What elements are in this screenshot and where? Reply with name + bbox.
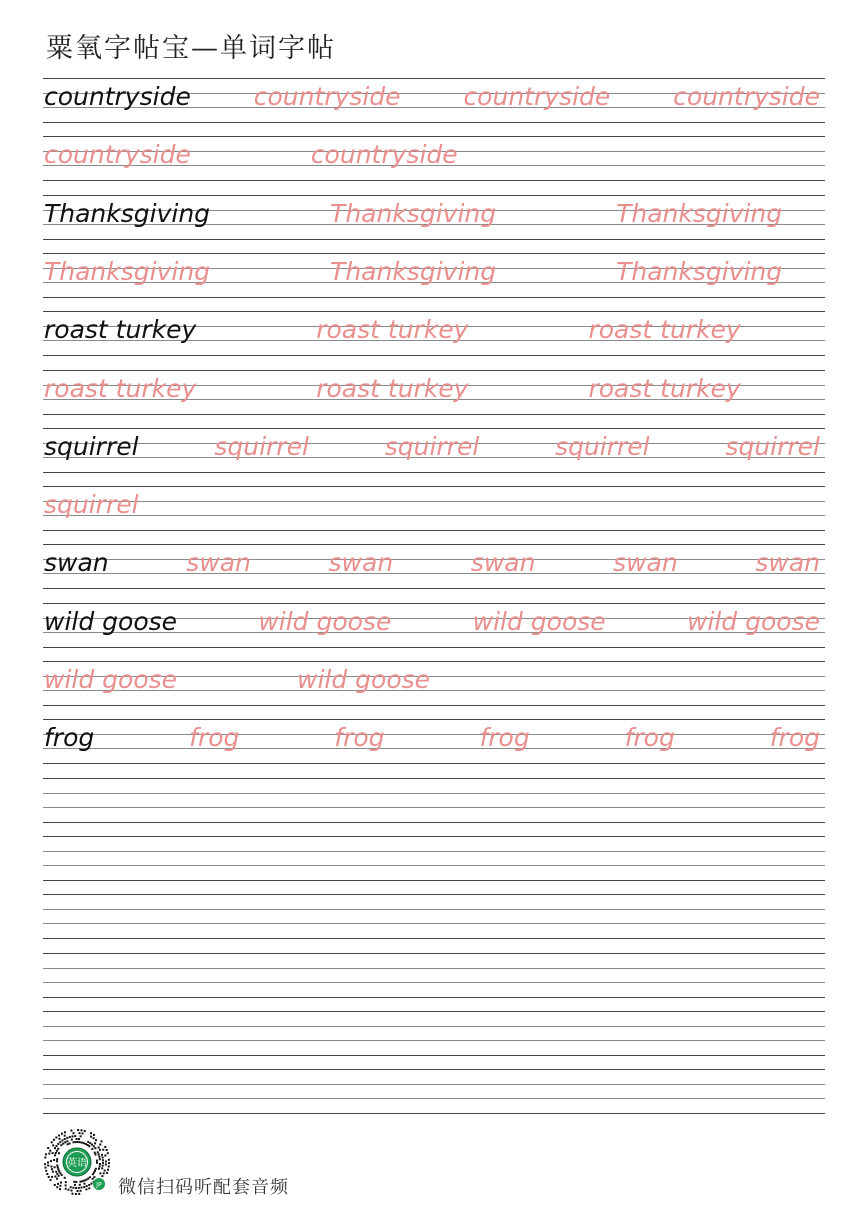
ruling-line bbox=[43, 297, 825, 298]
ruling-line bbox=[43, 705, 825, 706]
badge-label: 英语 bbox=[67, 1158, 87, 1169]
ruling-line bbox=[43, 1011, 825, 1012]
page-title: 粟氧字帖宝—单词字帖 bbox=[46, 33, 336, 64]
qr-code-icon bbox=[42, 1127, 112, 1197]
trace-word: roast turkey bbox=[44, 373, 197, 403]
trace-word: countryside bbox=[44, 140, 191, 170]
ruling-line bbox=[43, 748, 825, 749]
ruling-line bbox=[43, 647, 825, 648]
ruling-line bbox=[43, 573, 825, 574]
ruling-line bbox=[43, 253, 825, 254]
ruling-line bbox=[43, 822, 825, 823]
trace-word: countryside bbox=[253, 82, 401, 111]
ruling-line bbox=[43, 78, 825, 79]
ruling-line bbox=[43, 486, 825, 487]
ruling-line bbox=[43, 122, 825, 123]
ruling-line bbox=[43, 763, 825, 764]
model-word: squirrel bbox=[44, 431, 139, 461]
trace-word: roast turkey bbox=[588, 315, 741, 345]
trace-word: Thanksgiving bbox=[616, 256, 783, 286]
trace-word: Thanksgiving bbox=[330, 256, 497, 286]
ruling-line bbox=[43, 968, 825, 969]
trace-word: squirrel bbox=[44, 490, 139, 520]
ruling-line bbox=[43, 793, 825, 794]
ruling-line bbox=[43, 588, 825, 589]
trace-word: swan bbox=[613, 548, 678, 578]
model-word: countryside bbox=[44, 82, 191, 111]
ruling-line bbox=[43, 982, 825, 983]
ruling-line bbox=[43, 603, 825, 604]
ruling-line bbox=[43, 894, 825, 895]
ruling-line bbox=[43, 734, 825, 735]
ruling-line bbox=[43, 515, 825, 516]
trace-word: Thanksgiving bbox=[616, 198, 783, 228]
ruling-line bbox=[43, 370, 825, 371]
trace-word: swan bbox=[470, 548, 536, 578]
ruling-line bbox=[43, 1113, 825, 1114]
ruling-line bbox=[43, 851, 825, 852]
ruling-line bbox=[43, 1040, 825, 1041]
ruling-line bbox=[43, 865, 825, 866]
ruling-line bbox=[43, 778, 825, 779]
trace-word: roast turkey bbox=[588, 373, 741, 403]
ruling-line bbox=[43, 836, 825, 837]
ruling-line bbox=[43, 414, 825, 415]
corner-badge-label: JP bbox=[96, 1181, 102, 1189]
ruling-line bbox=[43, 472, 825, 473]
scan-instruction: 微信扫码听配套音频 bbox=[118, 1177, 289, 1198]
ruling-line bbox=[43, 355, 825, 356]
ruling-line bbox=[43, 923, 825, 924]
ruling-line bbox=[43, 239, 825, 240]
ruling-line bbox=[43, 311, 825, 312]
trace-word: Thanksgiving bbox=[44, 256, 211, 286]
model-word: swan bbox=[44, 548, 109, 578]
ruling-line bbox=[43, 559, 825, 560]
ruling-line bbox=[43, 719, 825, 720]
ruling-line bbox=[43, 544, 825, 545]
trace-word: squirrel bbox=[214, 431, 309, 461]
trace-word: roast turkey bbox=[316, 373, 469, 403]
trace-word: swan bbox=[755, 548, 820, 578]
trace-word: frog bbox=[769, 723, 820, 753]
trace-word: wild goose bbox=[686, 606, 820, 636]
ruling-line bbox=[43, 880, 825, 881]
trace-word: frog bbox=[189, 723, 240, 753]
trace-word: Thanksgiving bbox=[330, 198, 497, 228]
trace-word: squirrel bbox=[725, 431, 820, 461]
trace-word: frog bbox=[479, 723, 530, 753]
trace-word: countryside bbox=[673, 82, 820, 111]
ruling-line bbox=[43, 136, 825, 137]
trace-word: countryside bbox=[310, 140, 458, 170]
trace-word: swan bbox=[186, 548, 251, 578]
trace-word: countryside bbox=[463, 82, 611, 111]
trace-word: wild goose bbox=[472, 606, 606, 636]
trace-word: wild goose bbox=[44, 665, 178, 694]
ruling-line bbox=[43, 997, 825, 998]
ruling-line bbox=[43, 938, 825, 939]
ruling-line bbox=[43, 1098, 825, 1099]
ruling-line bbox=[43, 953, 825, 954]
ruling-line bbox=[43, 501, 825, 502]
trace-word: frog bbox=[334, 723, 385, 753]
ruling-line bbox=[43, 1069, 825, 1070]
ruling-line bbox=[43, 180, 825, 181]
ruling-line bbox=[43, 1055, 825, 1056]
trace-word: squirrel bbox=[384, 431, 480, 461]
ruling-line bbox=[43, 195, 825, 196]
trace-word: roast turkey bbox=[316, 315, 469, 345]
ruling-line bbox=[43, 1084, 825, 1085]
ruling-line bbox=[43, 909, 825, 910]
model-word: frog bbox=[44, 723, 95, 753]
trace-word: wild goose bbox=[258, 606, 392, 636]
model-word: wild goose bbox=[44, 606, 178, 636]
trace-word: wild goose bbox=[297, 665, 431, 694]
ruling-line bbox=[43, 661, 825, 662]
ruling-line bbox=[43, 530, 825, 531]
ruling-line bbox=[43, 428, 825, 429]
model-word: roast turkey bbox=[44, 315, 197, 345]
ruling-line bbox=[43, 1026, 825, 1027]
model-word: Thanksgiving bbox=[44, 198, 211, 228]
trace-word: squirrel bbox=[555, 431, 650, 461]
trace-word: frog bbox=[624, 723, 675, 753]
trace-word: swan bbox=[328, 548, 394, 578]
ruling-line bbox=[43, 807, 825, 808]
